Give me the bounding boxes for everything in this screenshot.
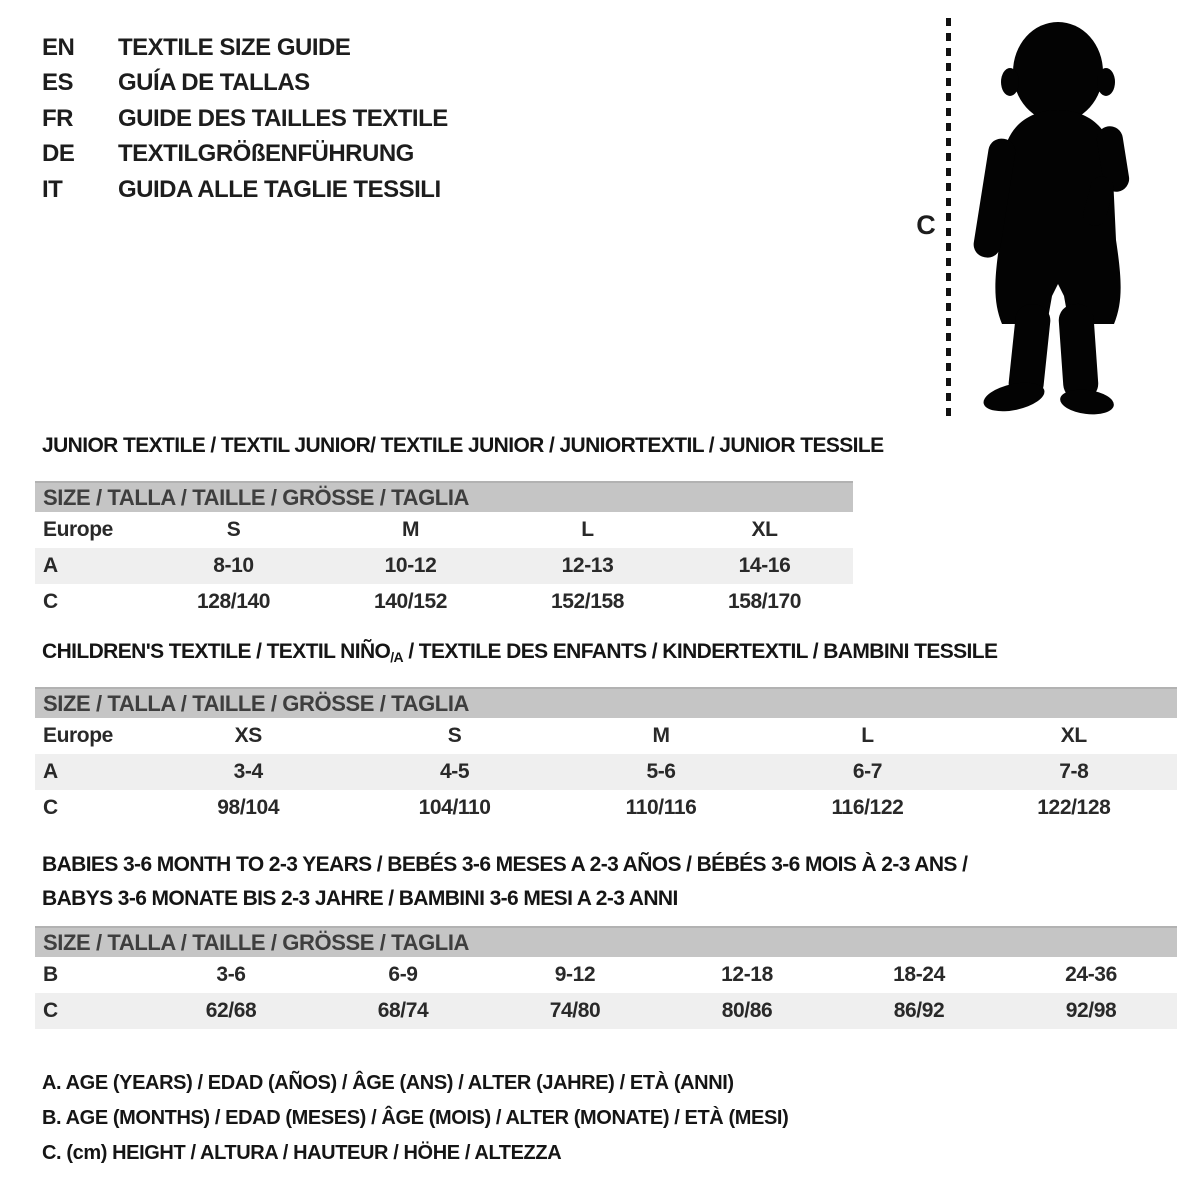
lang-title: GUIDA ALLE TAGLIE TESSILI [118,175,441,203]
legend-line-c: C. (cm) HEIGHT / ALTURA / HAUTEUR / HÖHE / ALTEZZA [42,1142,562,1164]
table-cell: 12-13 [561,554,614,577]
column-header: S [447,724,462,747]
lang-code: DE [42,140,75,168]
babies-heading-line2: BABYS 3-6 MONATE BIS 2-3 JAHRE / BAMBINI 3-6 MESI A 2-3 ANNI [42,887,678,910]
row-label: C [43,796,58,819]
column-header: M [652,724,670,747]
table-cell: 4-5 [440,760,470,783]
lang-code: EN [42,33,75,61]
column-header: Europe [43,518,113,541]
babies-heading-line1: BABIES 3-6 MONTH TO 2-3 YEARS / BEBÉS 3-6 MESES A 2-3 AÑOS / BÉBÉS 3-6 MOIS À 2-3 ANS / [42,853,968,876]
children-row-height [35,790,1177,826]
height-label-c: C [916,210,936,240]
legend [42,1066,788,1171]
babies-size-table [35,926,1177,1029]
size-bar-label: SIZE / TALLA / TAILLE / GRÖSSE / TAGLIA [43,484,470,510]
table-cell: 10-12 [384,554,437,577]
table-cell: 110/116 [625,796,697,819]
row-label: C [43,590,58,613]
row-label: A [43,760,58,783]
table-cell: 86/92 [893,999,945,1022]
lang-title: GUIDE DES TAILLES TEXTILE [118,104,448,132]
column-header: XL [1060,724,1087,747]
children-heading-prefix: CHILDREN'S TEXTILE / TEXTIL NIÑO [42,640,391,663]
children-size-bar [35,687,1177,718]
table-cell: 5-6 [646,760,676,783]
column-header: L [581,518,594,541]
babies-row-height [35,993,1177,1029]
table-cell: 3-6 [216,963,246,986]
babies-section-heading [42,848,967,916]
table-cell: 6-9 [388,963,418,986]
lang-row-it [42,172,448,208]
lang-row-en [42,30,448,66]
table-cell: 68/74 [377,999,429,1022]
lang-row-fr [42,101,448,137]
size-bar-label: SIZE / TALLA / TAILLE / GRÖSSE / TAGLIA [43,929,470,955]
junior-row-age [35,548,853,584]
lang-title: TEXTILGRÖßENFÜHRUNG [118,140,414,168]
legend-line-b: B. AGE (MONTHS) / EDAD (MESES) / ÂGE (MOIS) / ALTER (MONATE) / ETÀ (MESI) [42,1107,789,1129]
legend-line-a: A. AGE (YEARS) / EDAD (AÑOS) / ÂGE (ANS) / ALTER (JAHRE) / ETÀ (ANNI) [42,1072,734,1094]
table-cell: 7-8 [1059,760,1089,783]
children-heading-suffix: / TEXTILE DES ENFANTS / KINDERTEXTIL / BAMBINI TESSILE [403,640,998,663]
table-cell: 122/128 [1037,796,1111,819]
junior-header-row [35,512,853,548]
table-cell: 18-24 [893,963,945,986]
table-cell: 8-10 [213,554,254,577]
table-cell: 3-4 [233,760,263,783]
table-cell: 98/104 [217,796,280,819]
table-cell: 80/86 [721,999,773,1022]
row-label: C [43,999,58,1022]
table-cell: 152/158 [550,590,625,613]
table-cell: 158/170 [727,590,802,613]
column-header: XS [234,724,262,747]
junior-row-height [35,584,853,620]
table-cell: 74/80 [549,999,601,1022]
table-cell: 92/98 [1065,999,1117,1022]
lang-code: FR [42,104,73,132]
table-cell: 6-7 [852,760,882,783]
column-header: S [226,518,241,541]
column-header: M [401,518,420,541]
row-label: B [43,963,58,986]
children-size-table [35,687,1177,826]
column-header: Europe [43,724,113,747]
lang-title: TEXTILE SIZE GUIDE [118,33,351,61]
table-cell: 12-18 [721,963,773,986]
language-title-list [42,30,448,208]
babies-row-months [35,957,1177,993]
column-header: XL [751,518,778,541]
column-header: L [861,724,874,747]
height-measure-dashed-line [946,18,951,416]
babies-size-bar [35,926,1177,957]
table-cell: 104/110 [418,796,491,819]
children-section-heading [42,640,997,665]
table-cell: 62/68 [205,999,257,1022]
lang-row-de [42,137,448,173]
table-cell: 128/140 [196,590,271,613]
row-label: A [43,554,58,577]
lang-row-es [42,66,448,102]
lang-title: GUÍA DE TALLAS [118,69,310,97]
size-bar-label: SIZE / TALLA / TAILLE / GRÖSSE / TAGLIA [43,690,470,716]
table-cell: 14-16 [738,554,791,577]
table-cell: 24-36 [1065,963,1117,986]
lang-code: IT [42,175,63,203]
children-heading-sub: /A [390,649,404,665]
table-cell: 140/152 [373,590,448,613]
table-cell: 9-12 [554,963,596,986]
toddler-silhouette-icon [963,12,1145,417]
children-row-age [35,754,1177,790]
children-header-row [35,718,1177,754]
junior-size-bar [35,481,853,512]
table-cell: 116/122 [831,796,904,819]
junior-section-heading: JUNIOR TEXTILE / TEXTIL JUNIOR/ TEXTILE JUNIOR / JUNIORTEXTIL / JUNIOR TESSILE [42,434,884,457]
junior-size-table [35,481,853,620]
lang-code: ES [42,69,74,97]
